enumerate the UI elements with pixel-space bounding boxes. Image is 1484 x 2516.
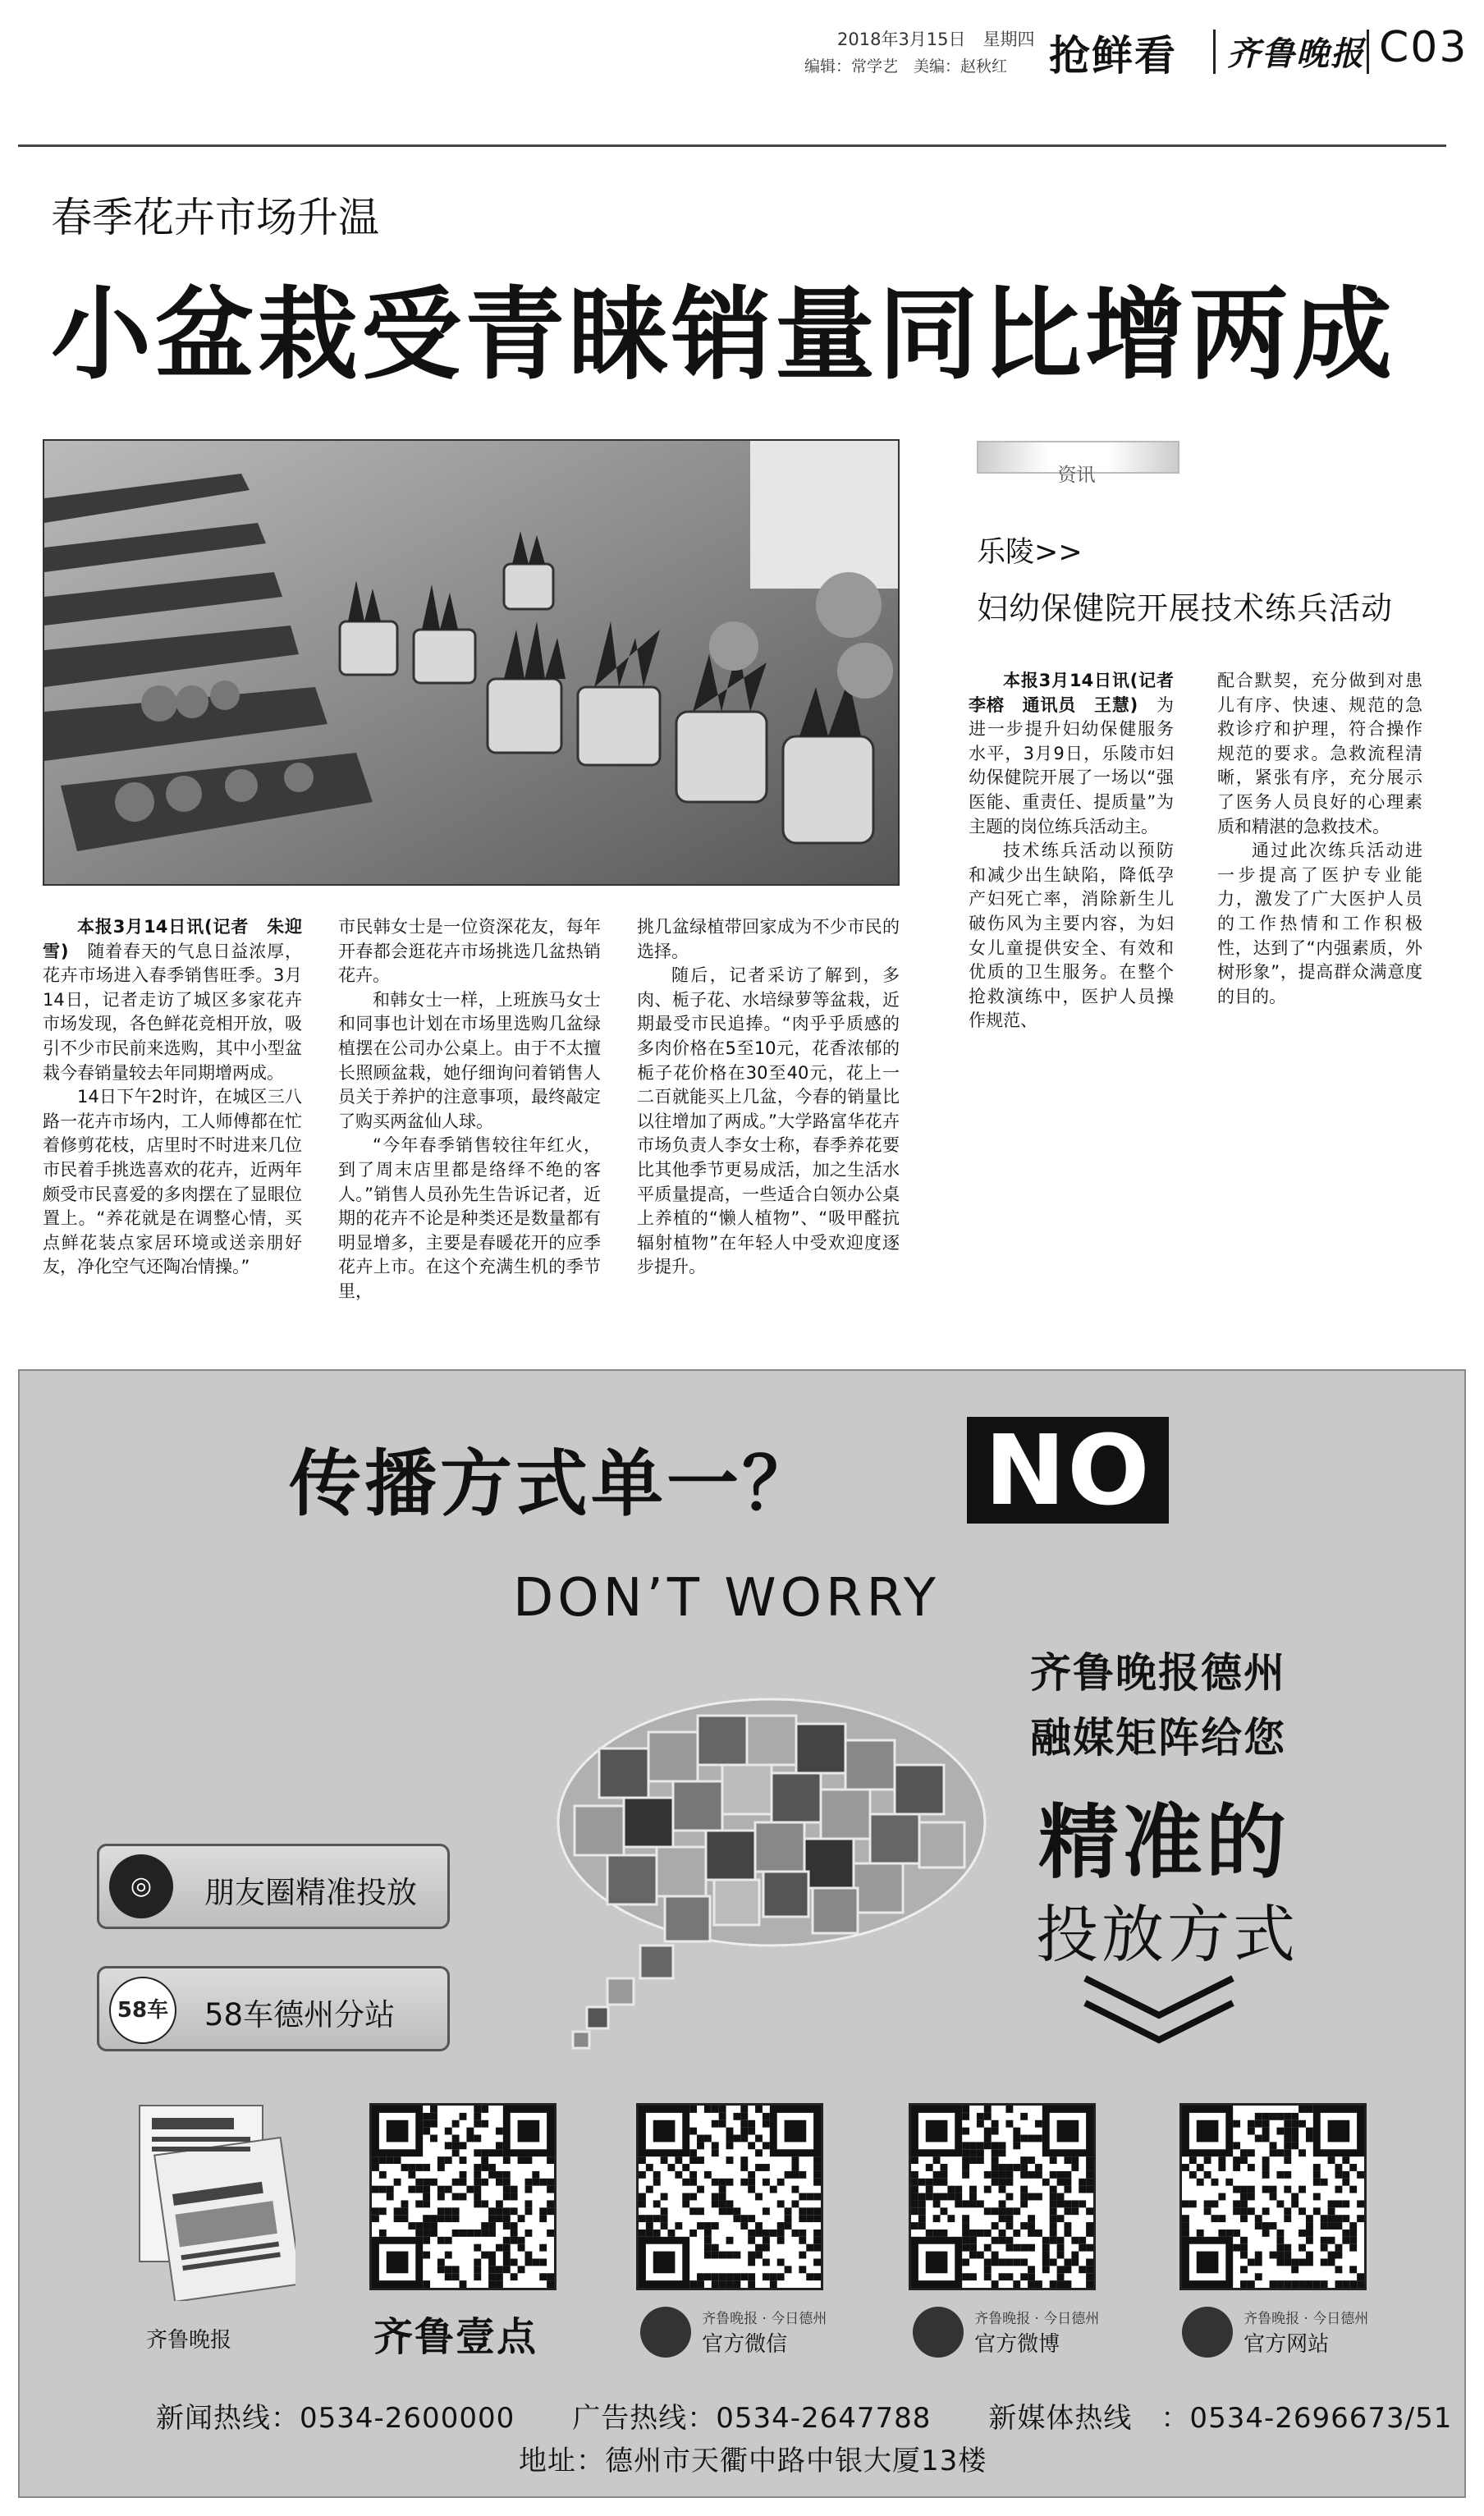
newspaper-caption: 齐鲁晚报 [146,2328,232,2353]
header-divider [1213,30,1216,74]
qr-code-wechat [636,2103,823,2290]
brief-paragraph: 为进一步提升妇幼保健服务水平，3月9日，乐陵市妇幼保健院开展了一场以“强医能、重责任、提质量”为主题的岗位练兵活动主。 [969,694,1174,836]
article-paragraph: 挑几盆绿植带回家成为不少市民的选择。 [637,917,900,961]
article-paragraph: 和韩女士一样，上班族马女士和同事也计划在市场里选购几盆绿植摆在公司办公桌上。由于不太擅长照顾盆栽，她仔细询问着销售人员关于养护的注意事项，最终敲定了购买两盆仙人球。 [338,989,601,1131]
wechat-icon [640,2307,691,2358]
ad-slogan-line-4: 投放方式 [1036,1898,1298,1971]
channel-label: 58车德州分站 [204,1997,396,2033]
article-column-3 [637,915,900,1280]
camera-aperture-icon: ◎ [109,1854,173,1918]
ad-slogan-line-2: 融媒矩阵给您 [1030,1714,1286,1762]
brief-label: 资讯 [1057,465,1096,486]
wechat-moments-ad-channel [97,1844,450,1929]
brief-lead: 本报3月14日讯(记者 李榕 通讯员 王慧) [969,671,1191,715]
newspaper-logo: 齐鲁晚报 [1227,34,1365,73]
qr-code-app [369,2103,556,2290]
newspaper-stack-image [123,2097,295,2301]
wechat-caption [640,2307,827,2358]
article-paragraph: 市民韩女士是一位资深花友，每年开春都会逛花卉市场挑选几盆热销花卉。 [338,917,601,986]
browser-e-icon [1182,2307,1233,2358]
caption-prefix: 齐鲁晚报 · 今日德州 [702,2311,827,2327]
editor-credits: 编辑：常学艺 美编：赵秋红 [804,57,1008,76]
caption-label: 官方微信 [702,2332,788,2357]
brief-column-1 [969,669,1191,1033]
ad-slogan-line-3: 精准的 [1038,1796,1290,1890]
brief-title: 妇幼保健院开展技术练兵活动 [977,590,1394,626]
puzzle-cloud-graphic [542,1683,1001,2064]
chevron-down-icon [1077,1970,1241,2047]
ad-slogan-line-1: 齐鲁晚报德州 [1030,1649,1286,1697]
article-paragraph: 随后，记者采访了解到，多肉、栀子花、水培绿萝等盆栽，近期最受市民追捧。“肉乎乎质感的多肉价格在5至10元，花香浓郁的栀子花价格在30至40元，花上一二百就能买上几盆，今春的销量比以往增加了两成。”大学路富华花卉市场负责人李女士称，春季养花要比其他季节更易成活，加之生活水平质量提高，一些适合白领办公桌上养植的“懒人植物”、“吸甲醛抗辐射植物”在年轻人中受欢迎度逐步提升。 [637,965,900,1277]
office-address: 地址：德州市天衢中路中银大厦13楼 [519,2445,987,2477]
article-paragraph: 随着春天的气息日益浓厚，花卉市场进入春季销售旺季。3月14日，记者走访了城区多家花卉市场发现，各色鲜花竞相开放，吸引不少市民前来选购，其中小型盆栽今春销量较去年同期增两成。 [43,941,302,1083]
article-paragraph: 14日下午2时许，在城区三八路一花卉市场内，工人师傅都在忙着修剪花枝，店里时不时进来几位市民着手挑选喜欢的花卉，近两年颇受市民喜爱的多肉摆在了显眼位置上。“养花就是在调整心情，买点鲜花装点家居环境或送亲朋好友，净化空气还陶冶情操。” [43,1087,302,1277]
article-lead: 本报3月14日讯(记者 朱迎雪) [43,917,302,961]
brief-paragraph: 配合默契，充分做到对患儿有序、快速、规范的急救诊疗和护理，符合操作规范的要求。急救流程清晰，紧张有序，充分展示了医务人员良好的心理素质和精湛的急救技术。 [1217,671,1422,836]
channel-label: 朋友圈精准投放 [204,1875,417,1910]
issue-date: 2018年3月15日 星期四 [837,30,1035,49]
hotline-numbers: 新闻热线：0534-2600000 广告热线：0534-2647788 新媒体热线 ：0534-2696673/51 [156,2402,1453,2435]
page-number: C03 [1379,23,1468,72]
58che-logo: 58车 [109,1977,176,2044]
caption-label: 官方微博 [974,2332,1060,2357]
flower-market-photo [43,439,900,886]
brief-paragraph: 技术练兵活动以预防和减少出生缺陷，降低孕产妇死亡率，消除新生儿破伤风为主要内容，为妇女儿童提供安全、有效和优质的卫生服务。在整个抢救演练中，医护人员操作规范、 [969,841,1174,1031]
qr-code-website [1179,2103,1367,2290]
app-name-caption: 齐鲁壹点 [373,2314,538,2360]
caption-prefix: 齐鲁晚报 · 今日德州 [974,2311,1100,2327]
weibo-caption [913,2307,1099,2358]
article-kicker: 春季花卉市场升温 [51,194,379,241]
article-column-2 [338,915,601,1304]
ad-no-badge: NO [967,1417,1169,1524]
website-caption [1182,2307,1368,2358]
58che-ad-channel [97,1966,450,2051]
caption-label: 官方网站 [1244,2332,1330,2357]
column-title: 抢鲜看 [1049,32,1177,80]
brief-paragraph: 通过此次练兵活动进一步提高了医护专业能力，激发了广大医护人员的工作热情和工作积极性，达到了“内强素质，外树形象”，提高群众满意度的目的。 [1217,841,1422,1006]
ad-question: 传播方式单一？ [289,1441,818,1526]
ad-dont-worry: DON’T WORRY [513,1568,940,1629]
brief-region: 乐陵>> [977,536,1083,569]
article-headline: 小盆栽受青睐销量同比增两成 [51,277,1395,393]
qr-code-weibo [909,2103,1096,2290]
weibo-icon [913,2307,964,2358]
header-rule [18,144,1446,147]
caption-prefix: 齐鲁晚报 · 今日德州 [1244,2311,1369,2327]
article-paragraph: “今年春季销售较往年红火，到了周末店里都是络绎不绝的客人。”销售人员孙先生告诉记者，近期的花卉不论是种类还是数量都有明显增多，主要是春暖花开的应季花卉上市。在这个充满生机的季节里， [338,1135,601,1301]
header-divider [1367,30,1369,74]
article-column-1 [43,915,302,1280]
brief-column-2 [1217,669,1422,1009]
